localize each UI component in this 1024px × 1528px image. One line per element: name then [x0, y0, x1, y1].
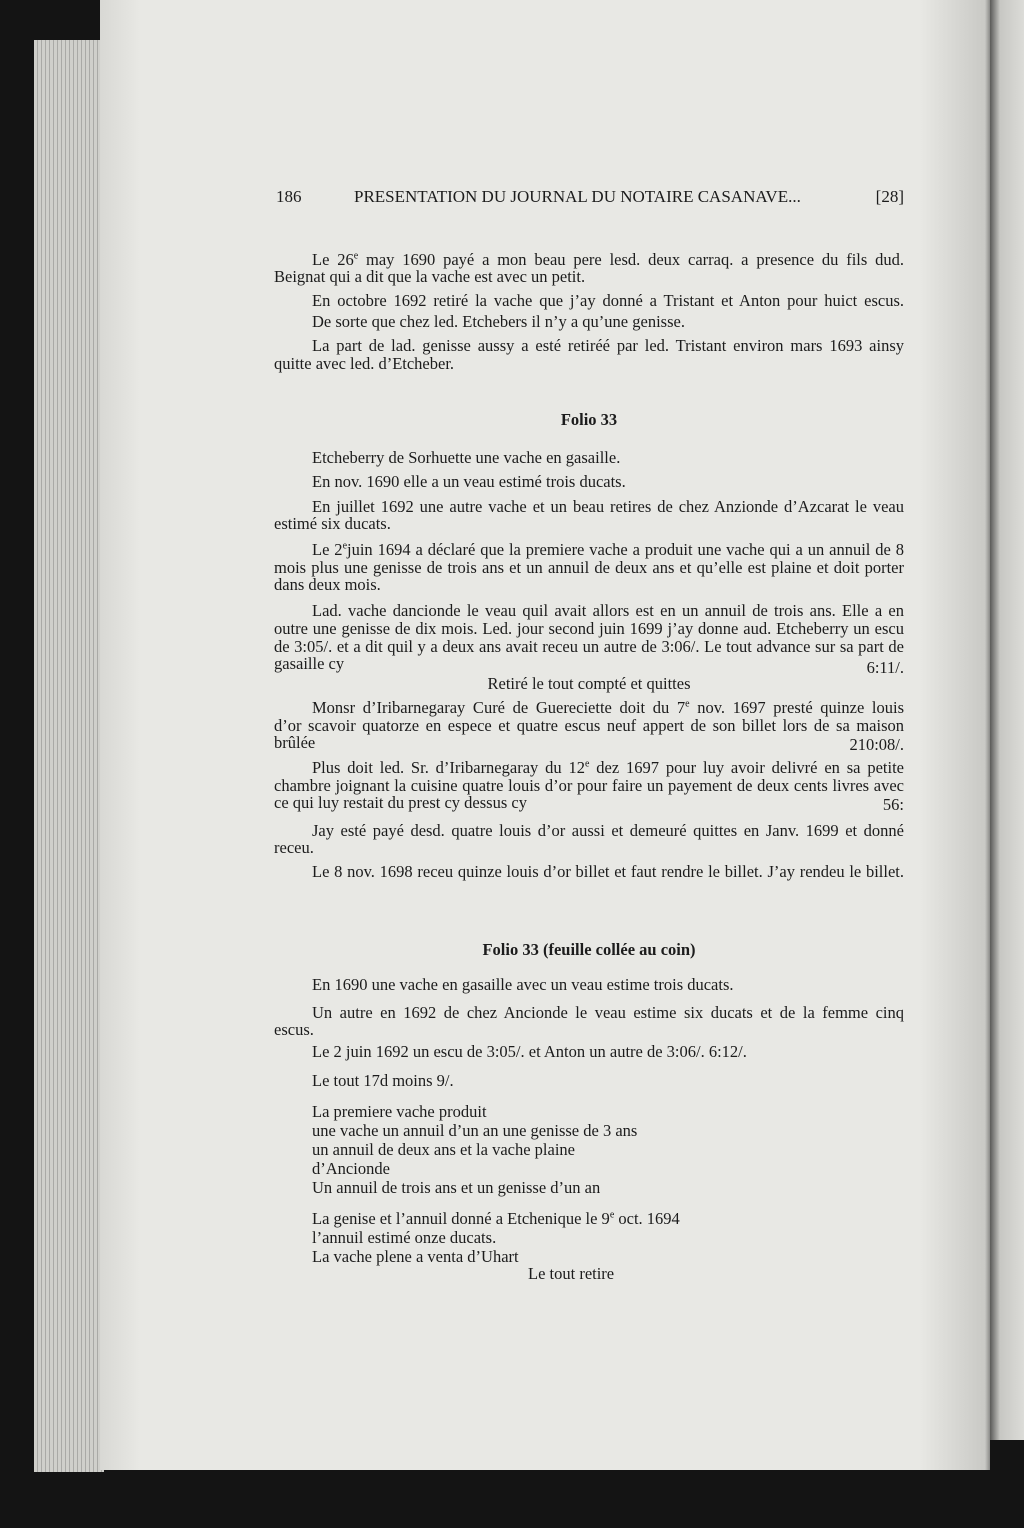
paragraph-line: escus.: [274, 1020, 314, 1039]
paragraph-line: Le 26e may 1690 payé a mon beau pere lesd. deux carraq. a presence du fils dud.: [312, 250, 904, 269]
amount: 6:11/.: [866, 658, 904, 677]
paragraph-line: Le 2ejuin 1694 a déclaré que la premiere vache a produit une vache qui a un annuil de 8: [312, 540, 905, 559]
running-title: PRESENTATION DU JOURNAL DU NOTAIRE CASANAVE...: [354, 187, 801, 206]
paragraph-line: De sorte que chez led. Etchebers il n’y a qu’une genisse.: [312, 312, 685, 331]
paragraph-line: receu.: [274, 838, 314, 857]
paragraph-line: Plus doit led. Sr. d’Iribarnegaray du 12e dez 1697 pour luy avoir delivré en sa petite: [312, 758, 905, 777]
paragraph-line: estimé six ducats.: [274, 514, 391, 533]
list-line: Un annuil de trois ans et un genisse d’un an: [312, 1178, 601, 1197]
paragraph-line: gasaille cy: [274, 654, 345, 673]
paragraph-line: quitte avec led. d’Etcheber.: [274, 354, 455, 373]
paragraph-line: En juillet 1692 une autre vache et un beau retires de chez Anzionde d’Azcarat le veau: [312, 497, 904, 516]
paragraph-line: d’or scavoir quatorze en espece et quatre escus neuf appert de son billet lors de sa maison: [274, 716, 904, 735]
paragraph-line: Un autre en 1692 de chez Ancionde le veau estime six ducats et de la femme cinq: [312, 1003, 904, 1022]
list-line: La vache plene a venta d’Uhart: [312, 1247, 519, 1266]
book-page-edges: [34, 40, 104, 1472]
paragraph-line: Retiré le tout compté et quittes: [487, 674, 691, 693]
paragraph-line: outre une genisse de dix mois. Led. jour second juin 1699 j’ay donne aud. Etcheberry un escu: [274, 619, 904, 638]
paragraph-line: brûlée: [274, 733, 316, 752]
paragraph-line: En nov. 1690 elle a un veau estimé trois ducats.: [312, 472, 626, 491]
section-heading: Folio 33 (feuille collée au coin): [482, 940, 696, 959]
paragraph-line: En 1690 une vache en gasaille avec un veau estime trois ducats.: [312, 975, 734, 994]
section-heading: Folio 33: [560, 410, 618, 429]
paragraph-line: Le 8 nov. 1698 receu quinze louis d’or billet et faut rendre le billet. J’ay rendeu le billet.: [312, 862, 904, 881]
list-line: La genise et l’annuil donné a Etchenique le 9e oct. 1694: [312, 1209, 680, 1228]
page-number: 186: [276, 187, 302, 206]
paragraph-line: ce qui luy restait du prest cy dessus cy: [274, 793, 527, 812]
list-line: La premiere vache produit: [312, 1102, 487, 1121]
list-line: un annuil de deux ans et la vache plaine: [312, 1140, 575, 1159]
paragraph-line: chambre joignant la cuisine quatre louis d’or pour faire un payement de deux cents livres avec: [274, 776, 904, 795]
section-number: [28]: [875, 187, 904, 206]
paragraph-line: En octobre 1692 retiré la vache que j’ay donné a Tristant et Anton pour huict escus.: [312, 291, 904, 310]
paragraph-line: Le tout 17d moins 9/.: [312, 1071, 454, 1090]
facing-page-edge: [990, 0, 1024, 1440]
paragraph-line: Beignat qui a dit que la vache est avec un petit.: [274, 267, 586, 286]
paragraph-line: La part de lad. genisse aussy a esté retiréé par led. Tristant environ mars 1693 ainsy: [312, 336, 904, 355]
list-line: l’annuil estimé onze ducats.: [312, 1228, 497, 1247]
list-line: une vache un annuil d’un an une genisse de 3 ans: [312, 1121, 638, 1140]
paragraph-line: Lad. vache dancionde le veau quil avait allors est en un annuil de trois ans. Elle a en: [312, 601, 904, 620]
paragraph-line: Le 2 juin 1692 un escu de 3:05/. et Anton un autre de 3:06/. 6:12/.: [312, 1042, 747, 1061]
paragraph-line: dans deux mois.: [274, 575, 381, 594]
paragraph-line: mois plus une genisse de trois ans et un annuil de deux ans et qu’elle est plaine et doit porter: [274, 558, 904, 577]
paragraph-line: Monsr d’Iribarnegaray Curé de Guereciette doit du 7e nov. 1697 presté quinze louis: [312, 698, 904, 717]
amount: 56:: [882, 795, 904, 814]
paragraph-line: de 3:05/. et a dit quil y a deux ans avait receu un autre de 3:06/. Le tout advance sur sa part de: [274, 637, 904, 656]
paragraph-line: Etcheberry de Sorhuette une vache en gasaille.: [312, 448, 621, 467]
closing-line: Le tout retire: [528, 1264, 615, 1283]
paragraph-line: Jay esté payé desd. quatre louis d’or aussi et demeuré quittes en Janv. 1699 et donné: [312, 821, 904, 840]
list-line: d’Ancionde: [312, 1159, 390, 1178]
amount: 210:08/.: [849, 735, 904, 754]
